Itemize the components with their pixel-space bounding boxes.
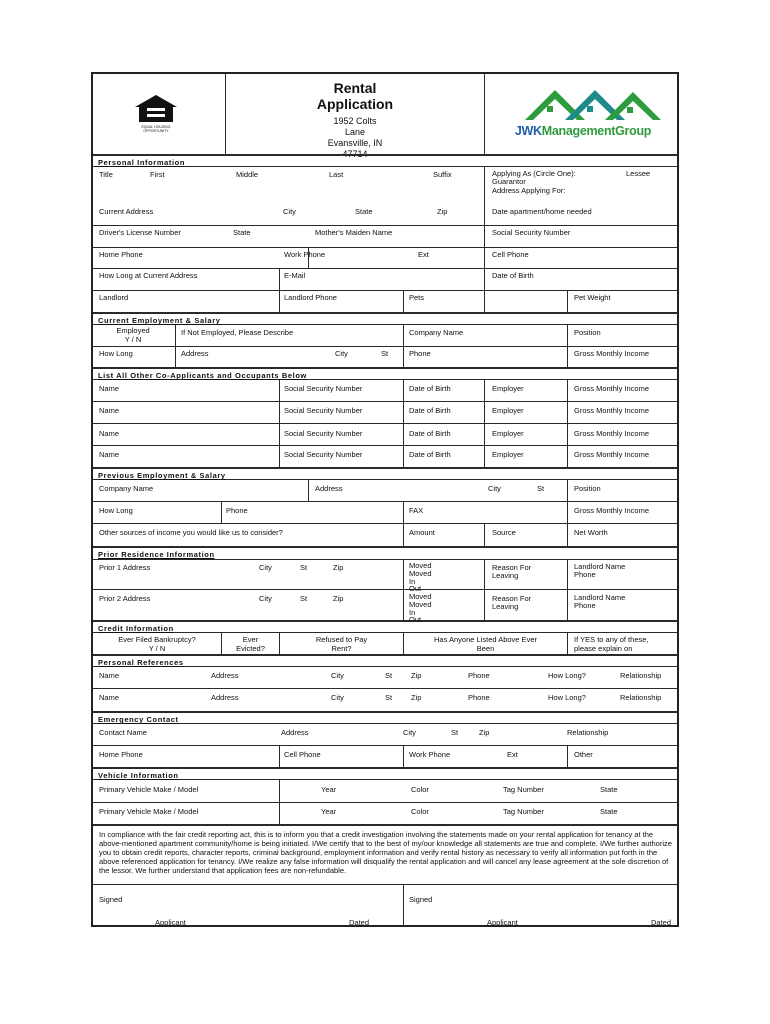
label-leaving: Leaving: [492, 602, 519, 611]
label-phone: Phone: [468, 693, 490, 702]
rule: [93, 546, 677, 548]
rule: [93, 767, 677, 769]
vrule: [308, 479, 309, 501]
rule: [93, 711, 677, 713]
section-current-employment: Current Employment & Salary: [98, 316, 221, 325]
vrule: [403, 290, 404, 312]
label-position: Position: [574, 484, 601, 493]
rule: [93, 884, 677, 885]
label-maiden: Mother's Maiden Name: [315, 228, 393, 237]
vrule: [567, 479, 568, 523]
label-moved: Moved: [409, 561, 432, 570]
label-relationship: Relationship: [620, 671, 662, 680]
form-title: [226, 80, 484, 112]
label-phone: Phone: [574, 601, 596, 610]
section-personal-information: Personal Information: [98, 158, 186, 167]
equal-housing-icon: [133, 94, 179, 126]
label-guarantor: Guarantor: [492, 177, 526, 186]
section-credit-information: Credit Information: [98, 624, 174, 633]
label-phone: Phone: [468, 671, 490, 680]
label-gross-income: Gross Monthly Income: [574, 506, 650, 515]
vrule: [567, 324, 568, 367]
rule: [93, 225, 677, 226]
label-bankruptcy: Ever Filed Bankruptcy?: [118, 635, 196, 644]
label-st: St: [385, 693, 393, 702]
rule: [93, 501, 677, 502]
label-how-long: How Long?: [548, 693, 586, 702]
jwk-logo: [503, 82, 663, 148]
label-explain-2: please explain on: [574, 644, 633, 653]
rule: [93, 559, 677, 560]
label-name: Name: [99, 693, 120, 702]
label-city: City: [331, 693, 344, 702]
label-zip: Zip: [437, 207, 448, 216]
label-listed-1: Has Anyone Listed Above Ever: [434, 635, 537, 644]
label-prior-address: Prior 1 Address: [99, 563, 151, 572]
label-city: City: [331, 671, 344, 680]
label-cell-phone: Cell Phone: [284, 750, 321, 759]
label-ssn: Social Security Number: [284, 429, 363, 438]
label-phone: Phone: [226, 506, 248, 515]
label-st: St: [537, 484, 545, 493]
section-previous-employment: Previous Employment & Salary: [98, 471, 226, 480]
label-moved: Moved: [409, 569, 432, 578]
label-source: Source: [492, 528, 516, 537]
moved-in-out: [409, 561, 469, 593]
rule: [93, 247, 677, 248]
label-ext: Ext: [507, 750, 518, 759]
label-name: Name: [99, 429, 120, 438]
label-suffix: Suffix: [433, 170, 452, 179]
label-prior-address: Prior 2 Address: [99, 594, 151, 603]
label-applying-as: Applying As (Circle One):: [492, 169, 576, 178]
label-dated-left: Dated: [349, 918, 370, 927]
label-gross-income: Gross Monthly Income: [574, 349, 650, 358]
section-personal-references: Personal References: [98, 658, 184, 667]
label-middle: Middle: [236, 170, 259, 179]
label-name: Name: [99, 450, 120, 459]
rule: [93, 346, 677, 347]
vrule: [403, 884, 404, 927]
rental-application-form: [91, 72, 679, 927]
vrule: [279, 379, 280, 467]
label-gross-income: Gross Monthly Income: [574, 384, 650, 393]
label-zip: Zip: [411, 693, 422, 702]
label-employer: Employer: [492, 450, 524, 459]
label-cell-phone: Cell Phone: [492, 250, 529, 259]
section-vehicle-information: Vehicle Information: [98, 771, 179, 780]
title-line-1: Rental: [333, 80, 377, 96]
vrule: [403, 559, 404, 620]
vrule: [279, 268, 280, 312]
company-name: [503, 124, 663, 138]
vrule: [175, 324, 176, 367]
label-employed-yn: Y / N: [124, 335, 142, 344]
vrule: [484, 379, 485, 467]
label-zip: Zip: [333, 563, 344, 572]
label-work-phone: Work Phone: [284, 250, 326, 259]
label-dob: Date of Birth: [409, 450, 451, 459]
label-gross-income: Gross Monthly Income: [574, 406, 650, 415]
label-phone: Phone: [409, 349, 431, 358]
houses-icon: [503, 82, 663, 126]
vrule: [403, 324, 404, 367]
rule: [93, 268, 677, 269]
rule: [93, 423, 677, 424]
label-city: City: [283, 207, 296, 216]
label-pet-weight: Pet Weight: [574, 293, 611, 302]
address-line-3: Evansville, IN: [327, 138, 383, 148]
address-line-1: 1952 Colts: [333, 116, 377, 126]
label-year: Year: [321, 785, 337, 794]
address-line-2: Lane: [344, 127, 366, 137]
label-year: Year: [321, 807, 337, 816]
label-signed-left: Signed: [99, 895, 123, 904]
vrule: [484, 225, 485, 247]
label-address-applying: Address Applying For:: [492, 186, 566, 195]
label-gross-income: Gross Monthly Income: [574, 450, 650, 459]
label-landlord-name: Landlord Name: [574, 593, 626, 602]
vrule: [567, 379, 568, 467]
label-net-worth: Net Worth: [574, 528, 608, 537]
label-date-needed: Date apartment/home needed: [492, 207, 592, 216]
label-reason: Reason For: [492, 563, 532, 572]
vrule: [484, 247, 485, 268]
rule: [93, 654, 677, 656]
label-refused-2: Rent?: [331, 644, 352, 653]
title-line-2: Application: [316, 96, 394, 112]
label-applicant-left: Applicant: [155, 918, 186, 927]
rule: [93, 367, 677, 369]
equal-housing-text: EQUAL HOUSING OPPORTUNITY: [141, 125, 171, 133]
vrule: [484, 523, 485, 546]
label-out: Out: [409, 584, 422, 593]
vrule: [567, 523, 568, 546]
rule: [93, 523, 677, 524]
property-address: [226, 116, 484, 152]
label-not-employed: If Not Employed, Please Describe: [181, 328, 294, 337]
vrule: [403, 745, 404, 767]
vrule: [484, 559, 485, 620]
label-address: Address: [211, 693, 239, 702]
label-evicted-1: Ever: [242, 635, 259, 644]
label-vehicle-make: Primary Vehicle Make / Model: [99, 807, 199, 816]
label-employer: Employer: [492, 406, 524, 415]
label-amount: Amount: [409, 528, 435, 537]
label-relationship: Relationship: [620, 693, 662, 702]
label-how-long: How Long: [99, 349, 133, 358]
rule: [93, 632, 677, 633]
label-leaving: Leaving: [492, 571, 519, 580]
rule: [93, 779, 677, 780]
label-ssn: Social Security Number: [284, 406, 363, 415]
label-other: Other: [574, 750, 593, 759]
label-vehicle-make: Primary Vehicle Make / Model: [99, 785, 199, 794]
label-state: State: [600, 785, 618, 794]
label-company-name: Company Name: [409, 328, 464, 337]
label-how-long: How Long?: [548, 671, 586, 680]
vrule: [484, 268, 485, 312]
label-dob: Date of Birth: [409, 406, 451, 415]
label-company-name: Company Name: [99, 484, 154, 493]
label-reason: Reason For: [492, 594, 532, 603]
label-city: City: [335, 349, 348, 358]
rule: [93, 620, 677, 622]
label-bankruptcy-yn: Y / N: [148, 644, 166, 653]
label-state: State: [355, 207, 373, 216]
label-zip: Zip: [479, 728, 490, 737]
label-evicted-2: Evicted?: [236, 644, 265, 653]
label-relationship: Relationship: [567, 728, 609, 737]
rule: [93, 688, 677, 689]
label-employer: Employer: [492, 384, 524, 393]
label-how-long: How Long: [99, 506, 133, 515]
label-tag-number: Tag Number: [503, 785, 544, 794]
rule: [93, 802, 677, 803]
label-title: Title: [99, 170, 113, 179]
rule: [93, 401, 677, 402]
label-home-phone: Home Phone: [99, 750, 143, 759]
vrule: [279, 779, 280, 824]
label-ssn: Social Security Number: [492, 228, 571, 237]
label-phone: Phone: [574, 570, 596, 579]
equal-housing-logo: [133, 94, 179, 134]
rule: [93, 467, 677, 469]
label-st: St: [381, 349, 389, 358]
label-work-phone: Work Phone: [409, 750, 451, 759]
label-last: Last: [329, 170, 344, 179]
vrule: [221, 501, 222, 523]
label-name: Name: [99, 384, 120, 393]
rule: [93, 312, 677, 314]
label-st: St: [300, 594, 308, 603]
vrule: [567, 559, 568, 620]
label-fax: FAX: [409, 506, 424, 515]
label-in: In: [409, 577, 416, 586]
label-st: St: [300, 563, 308, 572]
label-color: Color: [411, 807, 429, 816]
credit-disclosure-text: In compliance with the fair credit reporting act, this is to inform you that a credit investigation involving the statements made on your rental application for tenancy at the above-mentioned apartment community/home is being initiated. I/We certify that to the best of my/our knowledge all statements are true and complete. I/We further authorize you to obtain credit reports, character reports, criminal background, employment information and verify rental history as necessary to verify all information put forth in the above referenced application for tenancy. I/We realize any false information will disqualify the rental application and will cancel any lease agreement at the sole discretion of the lessor. We further understand that application fees are non-refundable.: [99, 830, 672, 875]
company-suffix: ManagementGroup: [541, 124, 652, 138]
label-moved: Moved: [409, 592, 432, 601]
label-address: Address: [181, 349, 209, 358]
label-landlord: Landlord: [99, 293, 129, 302]
label-contact-name: Contact Name: [99, 728, 147, 737]
label-moved: Moved: [409, 600, 432, 609]
vrule: [567, 290, 568, 312]
vrule: [279, 745, 280, 767]
label-address: Address: [211, 671, 239, 680]
moved-in-out: [409, 592, 469, 624]
label-in: In: [409, 608, 416, 617]
label-st: St: [385, 671, 393, 680]
label-address: Address: [281, 728, 309, 737]
rule: [93, 154, 677, 156]
label-ext: Ext: [418, 250, 429, 259]
label-ssn: Social Security Number: [284, 450, 363, 459]
rule: [93, 445, 677, 446]
label-lessee: Lessee: [626, 169, 651, 178]
label-address: Address: [315, 484, 343, 493]
label-how-long-current: How Long at Current Address: [99, 271, 198, 280]
label-dated-right: Dated: [651, 918, 672, 927]
label-license: Driver's License Number: [99, 228, 181, 237]
rule: [93, 723, 677, 724]
section-co-applicants: List All Other Co-Applicants and Occupants Below: [98, 371, 307, 380]
label-current-address: Current Address: [99, 207, 154, 216]
vrule: [567, 632, 568, 654]
label-zip: Zip: [411, 671, 422, 680]
vrule: [403, 501, 404, 546]
label-license-state: State: [233, 228, 251, 237]
label-name: Name: [99, 406, 120, 415]
label-refused-1: Refused to Pay: [315, 635, 368, 644]
label-explain-1: If YES to any of these,: [574, 635, 649, 644]
label-city: City: [488, 484, 501, 493]
label-out: Out: [409, 615, 422, 624]
label-other-income: Other sources of income you would like us to consider?: [99, 528, 283, 537]
vrule: [403, 379, 404, 467]
vrule: [567, 745, 568, 767]
label-tag-number: Tag Number: [503, 807, 544, 816]
label-landlord-phone: Landlord Phone: [284, 293, 337, 302]
header-divider-right: [484, 74, 485, 154]
label-city: City: [259, 594, 272, 603]
label-zip: Zip: [333, 594, 344, 603]
label-pets: Pets: [409, 293, 425, 302]
rule: [93, 290, 677, 291]
label-first: First: [150, 170, 165, 179]
rule: [93, 745, 677, 746]
vrule: [484, 166, 485, 225]
label-signed-right: Signed: [409, 895, 433, 904]
company-prefix: JWK: [514, 124, 542, 138]
label-employed: Employed: [116, 326, 150, 335]
rule: [93, 589, 677, 590]
label-employer: Employer: [492, 429, 524, 438]
section-emergency-contact: Emergency Contact: [98, 715, 179, 724]
section-prior-residence: Prior Residence Information: [98, 550, 215, 559]
label-name: Name: [99, 671, 120, 680]
label-dob: Date of Birth: [492, 271, 534, 280]
label-landlord-name: Landlord Name: [574, 562, 626, 571]
label-state: State: [600, 807, 618, 816]
rule: [93, 824, 677, 826]
label-color: Color: [411, 785, 429, 794]
label-dob: Date of Birth: [409, 429, 451, 438]
label-home-phone: Home Phone: [99, 250, 143, 259]
label-city: City: [403, 728, 416, 737]
label-position: Position: [574, 328, 601, 337]
label-email: E-Mail: [284, 271, 306, 280]
label-dob: Date of Birth: [409, 384, 451, 393]
label-city: City: [259, 563, 272, 572]
label-st: St: [451, 728, 459, 737]
label-gross-income: Gross Monthly Income: [574, 429, 650, 438]
label-listed-2: Been: [476, 644, 495, 653]
label-ssn: Social Security Number: [284, 384, 363, 393]
label-applicant-right: Applicant: [487, 918, 518, 927]
